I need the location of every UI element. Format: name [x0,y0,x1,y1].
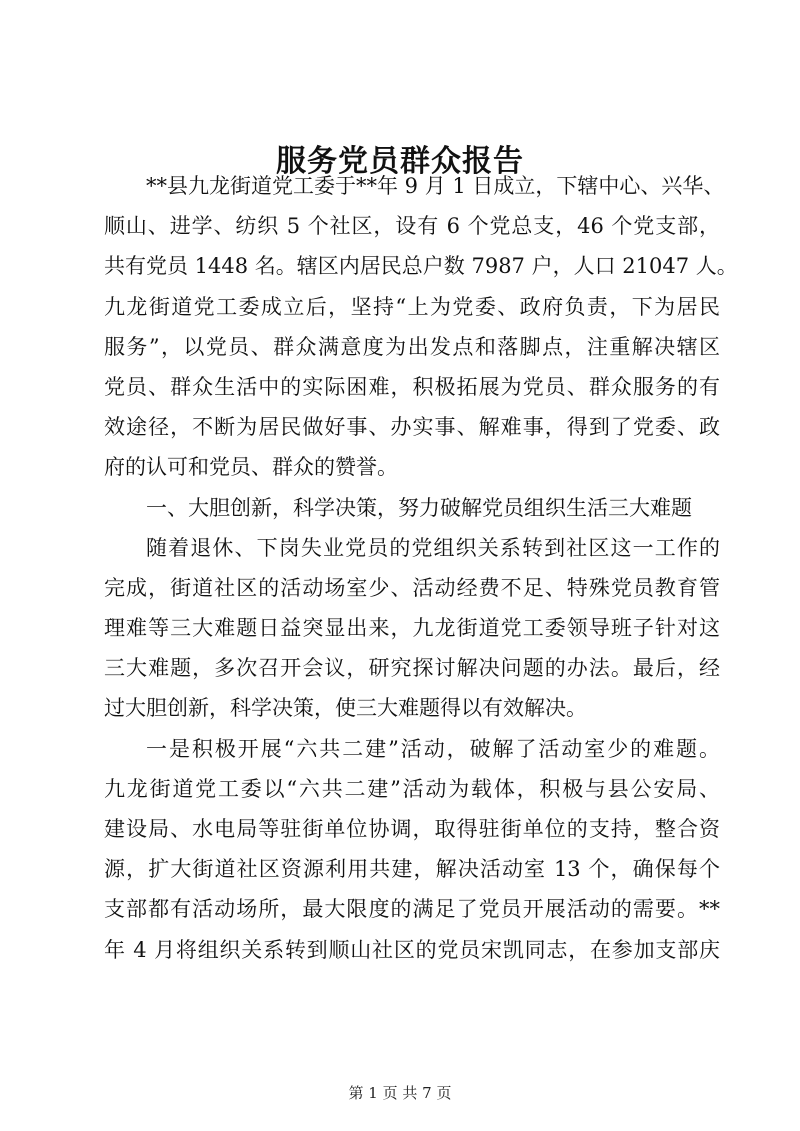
body-line: 三大难题，多次召开会议，研究探讨解决问题的办法。最后，经 [104,656,720,681]
body-line: 府的认可和党员、群众的赞誉。 [104,455,398,480]
body-line: 共有党员 1448 名。辖区内居民总户数 7987 户，人口 21047 人。 [104,254,738,279]
body-line: 效途径，不断为居民做好事、办实事、解难事，得到了党委、政 [104,415,720,440]
body-line: 一是积极开展“六共二建”活动，破解了活动室少的难题。 [146,736,720,761]
body-line: 九龙街道党工委以“六共二建”活动为载体，积极与县公安局、 [104,776,720,801]
body-line: 建设局、水电局等驻街单位协调，取得驻街单位的支持，整合资 [104,817,720,841]
section-heading: 一、大胆创新，科学决策，努力破解党员组织生活三大难题 [146,495,692,520]
body-line: 九龙街道党工委成立后，坚持“上为党委、政府负责，下为居民 [104,294,720,319]
body-line: 源，扩大街道社区资源利用共建，解决活动室 13 个，确保每个 [104,857,720,882]
body-line: 支部都有活动场所，最大限度的满足了党员开展活动的需要。** [104,897,720,922]
body-line: 随着退休、下岗失业党员的党组织关系转到社区这一工作的 [146,535,720,560]
body-line: 完成，街道社区的活动场室少、活动经费不足、特殊党员教育管 [104,575,720,600]
body-line: 服务”，以党员、群众满意度为出发点和落脚点，注重解决辖区 [104,334,720,359]
body-line: 顺山、进学、纺织 5 个社区，设有 6 个党总支，46 个党支部， [104,214,720,239]
page-number-footer: 第 1 页 共 7 页 [348,1084,452,1102]
body-line: 过大胆创新，科学决策，使三大难题得以有效解决。 [104,696,587,721]
document-body [104,166,738,970]
body-line: 党员、群众生活中的实际困难，积极拓展为党员、群众服务的有 [104,374,720,399]
body-line: 理难等三大难题日益突显出来，九龙街道党工委领导班子针对这 [104,616,720,641]
body-line: **县九龙街道党工委于**年 9 月 1 日成立，下辖中心、兴华、 [146,174,725,198]
document-title: 服务党员群众报告 [276,144,524,179]
body-line: 年 4 月将组织关系转到顺山社区的党员宋凯同志，在参加支部庆 [104,937,720,962]
